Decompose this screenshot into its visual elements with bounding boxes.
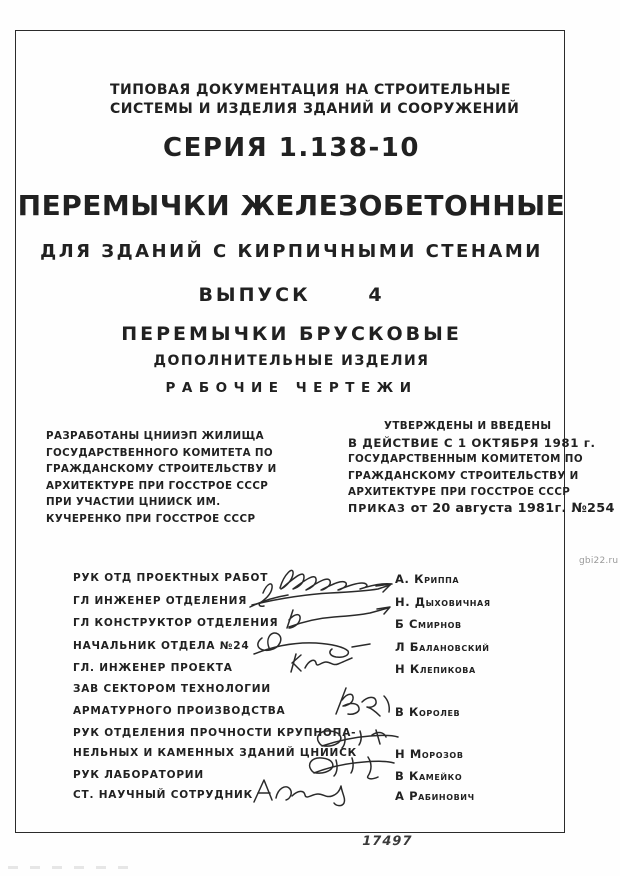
working-drawings-title: РАБОЧИЕ ЧЕРТЕЖИ xyxy=(165,380,418,396)
developed-by-line: ПРИ УЧАСТИИ ЦНИИСК ИМ. xyxy=(46,496,221,509)
signature-row xyxy=(0,640,620,660)
signature-row xyxy=(0,595,620,615)
plate-number: 17497 xyxy=(360,834,414,849)
doc-header-line-1: ТИПОВАЯ ДОКУМЕНТАЦИЯ НА СТРОИТЕЛЬНЫЕ xyxy=(110,82,511,98)
signature-row xyxy=(0,662,620,682)
role-label: РУК ОТДЕЛЕНИЯ ПРОЧНОСТИ КРУПНОПА- xyxy=(73,727,357,739)
developed-by-line: ГОСУДАРСТВЕННОГО КОМИТЕТА ПО xyxy=(46,446,274,459)
signer-name: Л Балановский xyxy=(395,640,490,654)
developed-by-line: ГРАЖДАНСКОМУ СТРОИТЕЛЬСТВУ И xyxy=(46,463,277,476)
developed-by-line: АРХИТЕКТУРЕ ПРИ ГОССТРОЕ СССР xyxy=(46,479,269,492)
signer-name: В Камейко xyxy=(395,769,463,783)
signer-name: Н. Дыховичная xyxy=(395,595,491,609)
signature-row xyxy=(0,705,620,725)
role-label: НЕЛЬНЫХ И КАМЕННЫХ ЗДАНИЙ ЦНИИСК xyxy=(73,747,358,759)
signature-row xyxy=(0,747,620,767)
approved-by-line: В ДЕЙСТВИЕ С 1 ОКТЯБРЯ 1981 г. xyxy=(348,435,596,450)
doc-header-line-2: СИСТЕМЫ И ИЗДЕЛИЯ ЗДАНИЙ И СООРУЖЕНИЙ xyxy=(110,101,520,117)
signature-row xyxy=(0,683,620,703)
role-label: НАЧАЛЬНИК ОТДЕЛА №24 xyxy=(73,640,250,652)
approved-by-line: ГРАЖДАНСКОМУ СТРОИТЕЛЬСТВУ И xyxy=(348,469,579,482)
signature-row xyxy=(0,727,620,747)
subtitle: ДЛЯ ЗДАНИЙ С КИРПИЧНЫМИ СТЕНАМИ xyxy=(40,241,543,262)
extra-products-title: ДОПОЛНИТЕЛЬНЫЕ ИЗДЕЛИЯ xyxy=(153,353,430,369)
order-value: от 20 августа 1981г. №254 xyxy=(410,501,615,516)
signature-row xyxy=(0,617,620,637)
series-title: СЕРИЯ 1.138-10 xyxy=(163,133,420,163)
signer-name: А. Криппа xyxy=(395,572,460,586)
signer-name: Б Смирнов xyxy=(395,617,462,631)
scan-artifact-marks xyxy=(8,866,138,869)
developed-by-line: КУЧЕРЕНКО ПРИ ГОССТРОЕ СССР xyxy=(46,512,256,525)
role-label: РУК ЛАБОРАТОРИИ xyxy=(73,769,204,781)
approved-by-block xyxy=(348,418,596,501)
approved-by-line: ГОСУДАРСТВЕННЫМ КОМИТЕТОМ ПО xyxy=(348,453,583,466)
role-label: ГЛ КОНСТРУКТОР ОТДЕЛЕНИЯ xyxy=(73,617,279,629)
signer-name: А Рабинович xyxy=(395,789,475,803)
approved-by-line: УТВЕРЖДЕНЫ И ВВЕДЕНЫ xyxy=(384,420,552,432)
signature-row xyxy=(0,769,620,789)
developed-by-line: РАЗРАБОТАНЫ ЦНИИЭП ЖИЛИЩА xyxy=(46,430,264,442)
role-label: АРМАТУРНОГО ПРОИЗВОДСТВА xyxy=(73,705,286,717)
role-label: РУК ОТД ПРОЕКТНЫХ РАБОТ xyxy=(73,572,269,584)
approved-by-line: АРХИТЕКТУРЕ ПРИ ГОССТРОЕ СССР xyxy=(348,486,571,499)
main-title: ПЕРЕМЫЧКИ ЖЕЛЕЗОБЕТОННЫЕ xyxy=(17,189,566,222)
order-label: ПРИКАЗ xyxy=(348,502,406,515)
developed-by-block xyxy=(46,428,277,528)
product-title: ПЕРЕМЫЧКИ БРУСКОВЫЕ xyxy=(121,323,462,345)
issue-title: ВЫПУСК 4 xyxy=(198,284,385,306)
role-label: ГЛ ИНЖЕНЕР ОТДЕЛЕНИЯ xyxy=(73,595,248,607)
role-label: ЗАВ СЕКТОРОМ ТЕХНОЛОГИИ xyxy=(73,683,271,695)
signer-name: Н Клепикова xyxy=(395,662,476,676)
signer-name: В Королев xyxy=(395,705,461,719)
role-label: СТ. НАУЧНЫЙ СОТРУДНИК xyxy=(73,789,254,801)
signature-row xyxy=(0,789,620,809)
signature-row xyxy=(0,572,620,592)
signer-name: Н Морозов xyxy=(395,747,464,761)
site-watermark: gbi22.ru xyxy=(579,556,619,566)
order-line xyxy=(348,501,615,516)
role-label: ГЛ. ИНЖЕНЕР ПРОЕКТА xyxy=(73,662,233,674)
